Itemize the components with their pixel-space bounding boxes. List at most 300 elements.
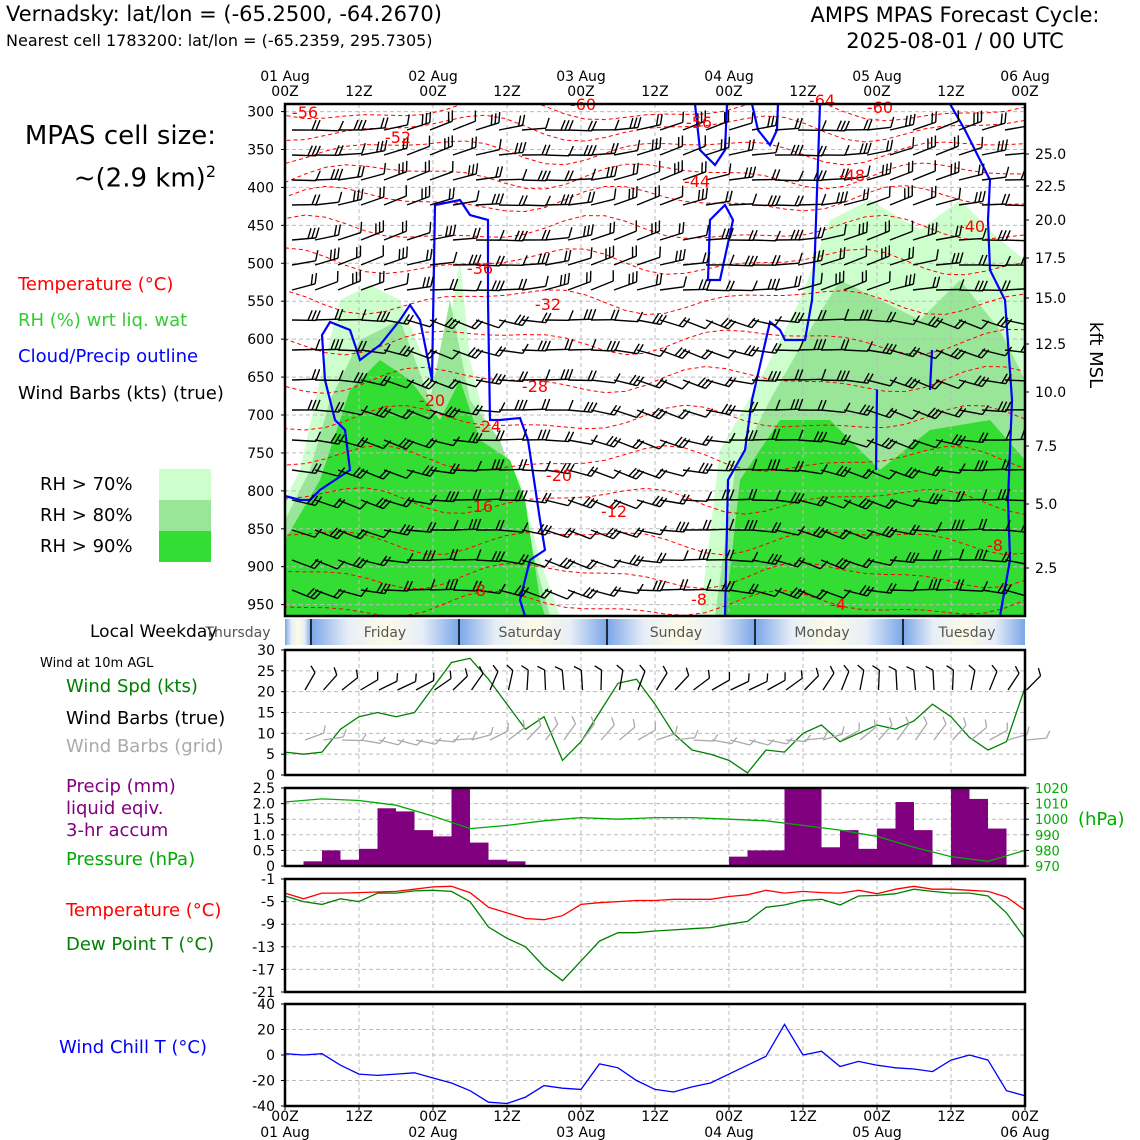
wind-barb-flag: [584, 309, 588, 319]
wind-barb: [522, 399, 550, 410]
wind-barbs-grid-label: Wind Barbs (grid): [66, 736, 224, 757]
precip-bar: [859, 849, 878, 866]
bottom-hour-tick-label: 00Z: [715, 1109, 743, 1125]
wind-barb: [1003, 115, 1032, 130]
wind-barb-flag: [496, 280, 500, 290]
wind-barb-flag: [588, 145, 592, 155]
wind-barb: [726, 112, 756, 130]
wind-barb-flag: [452, 225, 458, 236]
wind-barb-shaft: [798, 204, 822, 205]
wind-barb-flag: [522, 142, 527, 152]
bottom-hour-tick-label: 12Z: [493, 1109, 521, 1125]
wind-barb: [334, 270, 364, 290]
wind-barb-flag: [613, 166, 619, 177]
wind-barb-flag: [866, 166, 872, 177]
wind-barb-flag: [334, 271, 341, 282]
wind-barb-flag: [696, 190, 703, 201]
wind-barb: [499, 310, 529, 326]
wind-barb-flag: [492, 113, 499, 124]
temp-panel-y-tick-label: -5: [261, 894, 275, 911]
wind-barb-flag: [569, 400, 573, 410]
forecast-cycle-line2: 2025-08-01 / 00 UTC: [846, 29, 1064, 53]
wind-barb-flag: [569, 120, 573, 130]
wind-barb-shaft: [982, 177, 1006, 180]
wind-barb-flag: [932, 135, 939, 146]
wind-barb-flag: [453, 252, 458, 262]
pressure-tick-label: 300: [247, 104, 274, 121]
wind-barb: [403, 160, 433, 180]
wind-panel-y-tick-label: 20: [257, 684, 275, 701]
wind-barb-shaft: [798, 379, 822, 380]
bottom-date-tick-label: 06 Aug: [1000, 1125, 1050, 1140]
wind-barb: [614, 520, 644, 538]
wind-barb-flag: [631, 164, 638, 175]
wind-barb-flag: [615, 120, 619, 130]
wind-barb-flag: [542, 171, 546, 181]
top-hour-tick-label: 00Z: [715, 84, 743, 100]
bottom-hour-tick-label: 12Z: [345, 1109, 373, 1125]
surface-wind-barb-shaft: [601, 670, 602, 690]
wind-barb-flag: [338, 192, 343, 202]
wind-barb: [499, 340, 528, 354]
wind-barb-flag: [523, 279, 527, 289]
wind-barb-flag: [610, 246, 617, 257]
wind-barb-flag: [515, 400, 519, 410]
bottom-date-tick-label: 01 Aug: [260, 1125, 310, 1140]
wind-barb-flag: [587, 271, 594, 282]
wind-barb: [497, 115, 526, 130]
wind-barb-flag: [380, 118, 385, 128]
wind-barb: [706, 370, 736, 387]
wind-barb-flag: [497, 139, 503, 150]
bottom-hour-tick-label: 00Z: [863, 1109, 891, 1125]
wind-barb-flag: [500, 230, 504, 240]
wind-barb-flag: [680, 579, 684, 589]
wind-barb-flag: [357, 270, 364, 281]
wind-barb: [886, 185, 916, 205]
surface-wind-barb-shaft: [953, 670, 954, 690]
wind-barb-flag: [588, 309, 592, 319]
pressure-tick-label: 900: [247, 559, 274, 576]
wind-barb-shaft: [936, 289, 960, 290]
temperature-contour-label: -16: [466, 497, 494, 516]
wind-barb: [703, 137, 733, 155]
wind-barb: [683, 279, 711, 290]
wind-barb-flag: [380, 186, 387, 197]
wind-barb: [292, 339, 320, 350]
bottom-hour-tick-label: 00Z: [567, 1109, 595, 1125]
wind-barb-flag: [450, 279, 454, 289]
wind-barb-flag: [312, 310, 316, 320]
precip-bar: [785, 788, 804, 866]
wind-barb: [729, 340, 759, 357]
wind-barb-shaft: [683, 235, 707, 240]
wind-barb-flag: [1029, 231, 1033, 241]
wind-barb-flag: [867, 143, 872, 153]
wind-barb: [357, 245, 387, 265]
precip-panel-y-tick-label: 1.0: [252, 827, 275, 844]
wind-barb-flag: [360, 166, 365, 176]
wind-barb-flag: [745, 256, 749, 266]
wind-barb: [292, 195, 320, 205]
wind-barb-flag: [752, 167, 757, 177]
top-hour-tick-label: 12Z: [493, 84, 521, 100]
wind-barb-shaft: [729, 469, 753, 470]
precip-panel-y-tick-label: 0.5: [252, 843, 275, 860]
temperature-contour-label: -52: [384, 128, 412, 147]
wind-barb-flag: [403, 161, 410, 172]
top-date-tick-label: 05 Aug: [852, 69, 902, 85]
wind-barb-flag: [449, 161, 456, 172]
wind-barb-shaft: [683, 500, 707, 501]
wind-barb-flag: [682, 276, 687, 286]
temp-panel-y-tick-label: -21: [252, 985, 275, 1001]
wind-barb-flag: [426, 136, 433, 147]
wind-barb-flag: [726, 281, 730, 291]
wind-panel-y-tick-label: 10: [257, 726, 275, 743]
wind-barb-flag: [839, 192, 844, 202]
rh80-swatch: [159, 500, 211, 531]
wind-barb-shaft: [752, 240, 776, 241]
temperature-contour-label: -20: [418, 391, 446, 410]
wind-barb-flag: [932, 111, 939, 122]
temperature-contour-label: -8: [691, 590, 707, 609]
wind-barb-flag: [477, 281, 481, 291]
wind-barb-shaft: [384, 284, 407, 290]
wind-barb-flag: [1005, 167, 1010, 177]
pressure-tick-label: 550: [247, 294, 274, 311]
wind-barb: [774, 118, 803, 130]
wind-barb-flag: [316, 369, 320, 379]
wind-barb-flag: [653, 138, 660, 149]
grid-wind-barb: [1026, 731, 1051, 740]
temperature-contour-label: -8: [987, 536, 1003, 555]
wind-barb-shaft: [706, 529, 730, 530]
bottom-date-tick-label: 03 Aug: [556, 1125, 606, 1140]
wind-barb: [798, 170, 826, 181]
pressure-y2-tick-label: 1010: [1035, 797, 1069, 813]
weekday-name: Friday: [363, 625, 407, 641]
precip-bar: [322, 850, 341, 866]
wind-barb-flag: [446, 189, 453, 200]
wind-barb-shaft: [315, 202, 339, 205]
chill-panel-y-tick-label: 40: [257, 997, 275, 1013]
forecast-cycle-line1: AMPS MPAS Forecast Cycle:: [810, 3, 1100, 27]
temperature-contour-label: -40: [958, 217, 986, 236]
wind-barb: [614, 370, 644, 386]
wind-barb: [473, 112, 503, 130]
wind-panel-y-tick-label: 25: [257, 663, 275, 680]
wind-barb-flag: [1028, 315, 1034, 326]
wind-barb-flag: [698, 376, 705, 387]
wind-barb-flag: [868, 120, 872, 130]
wind-barb-flag: [587, 192, 592, 202]
wind-barb-shaft: [936, 559, 960, 560]
wind-barb-shaft: [913, 171, 935, 180]
wind-barb-flag: [633, 271, 640, 282]
wind-barb-flag: [750, 139, 756, 150]
weekday-name: Sunday: [649, 625, 703, 641]
wind-barb-flag: [1006, 194, 1010, 204]
wind-barb-flag: [880, 165, 887, 176]
wind-barb-shaft: [959, 499, 983, 500]
wind-barb: [476, 311, 506, 330]
wind-barb-flag: [403, 185, 410, 196]
wind-barb: [568, 430, 597, 445]
top-date-tick-label: 02 Aug: [408, 69, 458, 85]
wind-barb-flag: [519, 400, 523, 410]
wind-barb-flag: [1029, 523, 1034, 533]
kft-tick-label: 22.5: [1035, 179, 1067, 195]
wind-barb-flag: [426, 160, 433, 171]
wind-barb-flag: [658, 114, 664, 125]
wind-barb-flag: [822, 120, 826, 130]
wind-barb-flag: [977, 192, 982, 202]
top-hour-tick-label: 12Z: [641, 84, 669, 100]
bottom-date-tick-label: 05 Aug: [852, 1125, 902, 1140]
pressure-tick-label: 650: [247, 370, 274, 387]
temp-panel-y-tick-label: -13: [252, 939, 275, 956]
wind-barb-flag: [1029, 371, 1033, 381]
wind-barb: [683, 400, 713, 418]
top-hour-tick-label: 12Z: [345, 84, 373, 100]
wind-barb-flag: [797, 276, 803, 287]
wind-barb-flag: [403, 220, 410, 231]
top-date-tick-label: 03 Aug: [556, 69, 606, 85]
top-hour-tick-label: 00Z: [271, 84, 299, 100]
wind-barb: [406, 276, 435, 290]
wind-barb-flag: [614, 143, 619, 153]
wind-barb: [752, 310, 782, 326]
precip-label-1: Precip (mm): [66, 776, 176, 797]
wind-barb-flag: [776, 196, 780, 206]
wind-barb-flag: [702, 253, 707, 263]
wind-barb: [614, 580, 643, 594]
wind-barb: [292, 369, 320, 380]
wind-barb-flag: [1028, 143, 1033, 153]
wind-barb: [660, 460, 690, 477]
wind-barb-shaft: [568, 349, 592, 350]
wind-barb-flag: [822, 170, 826, 180]
precip-bar: [359, 849, 378, 866]
pressure-y2-tick-label: 970: [1035, 860, 1060, 875]
temperature-contour-label: -20: [545, 466, 573, 485]
wind-barb: [637, 550, 666, 563]
wind-barb: [475, 194, 503, 205]
temperature-contour-label: -8: [470, 581, 486, 600]
wind-barb-flag: [979, 137, 986, 148]
wind-barb-flag: [680, 222, 687, 233]
wind-barb-flag: [798, 253, 803, 263]
wind-barb-flag: [312, 195, 316, 205]
wind-barb-flag: [679, 408, 686, 419]
legend-rh: RH (%) wrt liq. wat: [18, 310, 188, 331]
pressure-tick-label: 950: [247, 597, 274, 614]
wind-barb-flag: [1029, 459, 1033, 469]
precip-bar: [951, 788, 970, 866]
wind-barb-flag: [610, 270, 617, 281]
wind-barb-flag: [328, 250, 335, 261]
precip-bar: [396, 811, 415, 866]
wind-barb-flag: [907, 115, 913, 126]
wind-barb-flag: [702, 161, 709, 172]
wind-barb-flag: [542, 341, 546, 351]
precip-panel-y-tick-label: 1.5: [252, 812, 275, 829]
wind-barb: [476, 340, 506, 357]
precip-bar: [822, 847, 841, 866]
wind-barb-flag: [1002, 112, 1009, 123]
wind-panel-y-tick-label: 0: [266, 768, 275, 784]
wind-panel-y-tick-label: 15: [257, 705, 275, 722]
bottom-date-tick-label: 02 Aug: [408, 1125, 458, 1140]
windchill-label: Wind Chill T (°C): [59, 1037, 207, 1058]
rh90-label: RH > 90%: [40, 536, 133, 557]
wind-barb-flag: [563, 251, 569, 262]
wind-barb-flag: [1027, 115, 1033, 126]
wind-barb-flag: [1029, 343, 1034, 353]
cell-size-value: ~(2.9 km): [73, 163, 206, 194]
top-date-tick-label: 04 Aug: [704, 69, 754, 85]
wind-barb-flag: [633, 186, 640, 197]
wind-barb-flag: [706, 408, 713, 419]
wind-barb-flag: [859, 143, 864, 153]
wind-barb: [659, 276, 688, 290]
wind-barb: [637, 520, 666, 535]
wind-barb-flag: [683, 466, 689, 477]
wind-barb: [474, 139, 504, 155]
wind-barb: [658, 249, 688, 265]
wind-barb-flag: [519, 195, 523, 205]
pressure-label: Pressure (hPa): [66, 849, 196, 870]
wind-barb-flag: [582, 226, 588, 237]
wind-barb-flag: [721, 229, 726, 239]
wind-barbs-true-label: Wind Barbs (true): [66, 708, 226, 729]
wind-10m-note: Wind at 10m AGL: [40, 656, 154, 671]
kft-tick-label: 2.5: [1035, 561, 1058, 577]
wind-barb-flag: [500, 402, 505, 412]
wind-barb: [476, 230, 504, 240]
cloud-outline: [876, 390, 877, 470]
weekday-band: [285, 619, 311, 645]
kft-axis-label: kft MSL: [1085, 321, 1106, 389]
wind-barb-shaft: [453, 290, 477, 291]
wind-barb-flag: [657, 137, 664, 148]
wind-barb-flag: [702, 378, 709, 389]
precip-bar: [877, 829, 896, 866]
wind-barb: [979, 112, 1009, 130]
wind-barb-flag: [817, 228, 822, 238]
wind-panel-y-tick-label: 30: [257, 643, 275, 659]
wind-barb-flag: [538, 430, 542, 440]
wind-barb-flag: [730, 281, 734, 291]
wind-barb: [728, 167, 757, 180]
surface-wind-barb-shaft: [879, 670, 880, 690]
legend-cloud: Cloud/Precip outline: [18, 346, 199, 367]
top-hour-tick-label: 00Z: [419, 84, 447, 100]
wind-barb-shaft: [361, 174, 384, 180]
station-title: Vernadsky: lat/lon = (-65.2500, -64.2670): [6, 2, 442, 26]
wind-barb-flag: [845, 145, 849, 155]
wind-barb-flag: [403, 246, 410, 257]
wind-barb-shaft: [338, 153, 362, 155]
cell-size-line1: MPAS cell size:: [24, 121, 216, 151]
wind-barb-flag: [863, 143, 868, 153]
wind-barb-shaft: [614, 320, 638, 322]
wind-barb-flag: [610, 143, 615, 153]
wind-barb-shaft: [476, 150, 499, 155]
wind-barb: [611, 271, 641, 290]
precip-bar: [896, 802, 915, 866]
wind-barb-flag: [568, 227, 573, 237]
precip-bar: [766, 850, 785, 866]
wind-barb-flag: [470, 164, 476, 175]
wind-barb-flag: [495, 194, 500, 204]
weekday-name: Monday: [794, 625, 850, 641]
wind-barb-shaft: [315, 282, 338, 290]
wind-barb-shaft: [453, 121, 475, 130]
precip-bar: [433, 836, 452, 866]
temperature-contour-label: -64: [808, 91, 836, 110]
wind-barb-flag: [658, 273, 664, 284]
wind-barb-flag: [523, 255, 527, 265]
wind-barb-flag: [355, 190, 361, 201]
wind-barb-flag: [541, 253, 546, 263]
wind-barb-shaft: [407, 589, 431, 590]
surface-wind-barb-shaft: [545, 670, 546, 690]
wind-barb-flag: [496, 256, 500, 266]
top-hour-tick-label: 00Z: [1011, 84, 1039, 100]
wind-barb: [499, 169, 527, 180]
wind-barb-flag: [384, 117, 389, 127]
bottom-hour-tick-label: 00Z: [271, 1109, 299, 1125]
wind-barb-shaft: [591, 281, 613, 290]
wind-barb-flag: [307, 228, 312, 238]
wind-barb: [634, 247, 664, 265]
pressure-unit: (hPa): [1078, 809, 1125, 830]
wind-barb-flag: [380, 245, 387, 256]
wind-barb-flag: [336, 224, 342, 235]
wind-barb-flag: [656, 161, 663, 172]
wind-barb-flag: [1029, 429, 1033, 439]
wind-barb-flag: [1029, 196, 1033, 206]
cell-size-exponent: 2: [205, 162, 216, 181]
wind-barb-flag: [592, 371, 596, 381]
wind-barb-flag: [955, 135, 962, 146]
wind-barb-shaft: [338, 233, 361, 240]
wind-barb: [587, 270, 617, 290]
surface-wind-barb-flag: [1036, 668, 1044, 676]
temperature-contour-label: -60: [569, 95, 597, 114]
wind-barb-shaft: [752, 500, 776, 501]
pressure-tick-label: 350: [247, 142, 274, 159]
wind-barb-shaft: [499, 179, 523, 180]
weekday-name: Tuesday: [938, 625, 996, 641]
pressure-tick-label: 400: [247, 180, 274, 197]
wind-barb-flag: [768, 195, 772, 205]
grid-wind-barb-shaft: [1027, 738, 1047, 740]
wind-barb-flag: [498, 166, 503, 176]
wind-barb: [475, 166, 504, 180]
wind-barb: [521, 118, 550, 130]
wind-barb-flag: [544, 276, 549, 286]
wind-barb-flag: [450, 188, 457, 199]
wind-barb-flag: [499, 194, 504, 204]
wind-barb-shaft: [407, 320, 430, 327]
wind-barb-flag: [793, 276, 799, 287]
wind-barb-flag: [565, 273, 572, 284]
wind-barb-flag: [996, 141, 1002, 152]
wind-barb-flag: [542, 399, 546, 409]
